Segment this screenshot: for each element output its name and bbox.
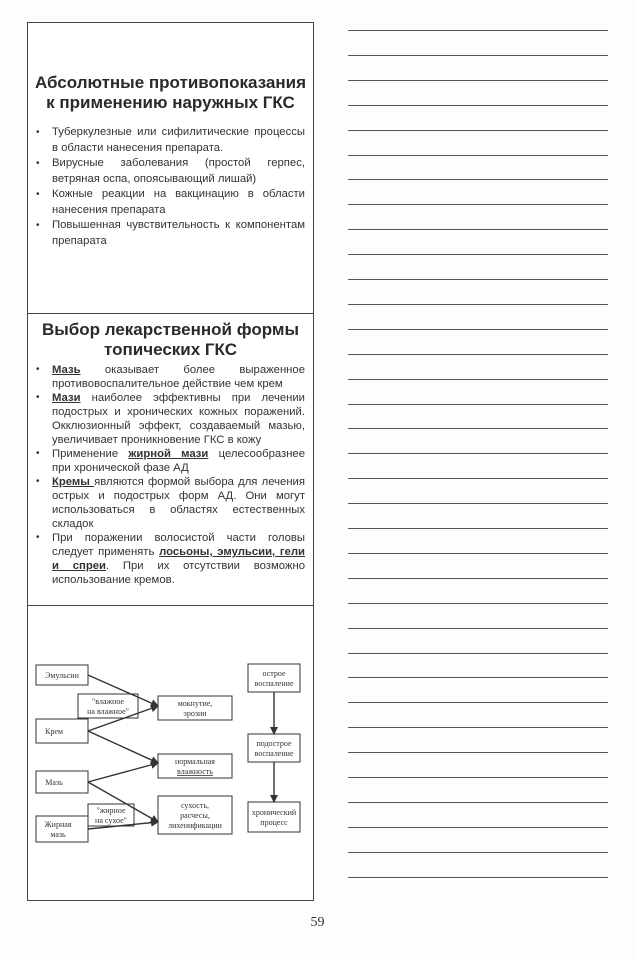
note-line <box>348 727 608 728</box>
note-line <box>348 528 608 529</box>
note-line <box>348 802 608 803</box>
note-line <box>348 653 608 654</box>
item-text: целесообразнее при хронической фазе АД <box>52 448 305 474</box>
note-line <box>348 827 608 828</box>
skin-label-dry: лихенификации <box>168 821 222 830</box>
notes-area <box>348 30 608 902</box>
rule-label-fat: "жирное <box>96 806 126 815</box>
list-item: • Кожные реакции на вакцинацию в области нанесения препарата <box>52 187 305 218</box>
slide-title <box>28 73 313 113</box>
form-label-emulsion: Эмульсии <box>45 671 79 680</box>
slide-contraindications <box>27 22 314 314</box>
title-line: к применению наружных ГКС <box>46 93 295 112</box>
note-line <box>348 279 608 280</box>
note-line <box>348 503 608 504</box>
form-label-fatty: мазь <box>50 830 66 839</box>
list-item <box>52 363 305 391</box>
note-line <box>348 379 608 380</box>
stage-label-chronic: процесс <box>260 818 288 827</box>
note-line <box>348 603 608 604</box>
title-line: Выбор лекарственной формы <box>41 320 299 339</box>
arrow <box>88 731 158 763</box>
note-line <box>348 702 608 703</box>
list-item <box>52 447 305 475</box>
note-line <box>348 852 608 853</box>
note-line <box>348 80 608 81</box>
skin-label-dry: расчесы, <box>180 811 210 820</box>
note-line <box>348 578 608 579</box>
note-line <box>348 877 608 878</box>
rule-label-fat: на сухое" <box>95 816 127 825</box>
note-line <box>348 229 608 230</box>
note-line <box>348 254 608 255</box>
item-text: Применение <box>52 448 129 460</box>
list-item <box>52 475 305 531</box>
note-line <box>348 55 608 56</box>
item-text: наиболее эффективны при лечении подострых и хронических кожных поражений. Окклюзионный эффект, создаваемый мазью, увеличивает проникновение ГКС в кожу <box>52 392 305 446</box>
keyword: жирной мази <box>128 448 209 460</box>
list-item: • Повышенная чувствительность к компонентам препарата <box>52 218 305 249</box>
slide-title <box>28 320 313 360</box>
item-text: оказывает более выраженное противовоспалительное действие чем крем <box>52 364 305 390</box>
skin-label-dry: сухость, <box>180 801 210 810</box>
list-item <box>52 531 305 587</box>
note-line <box>348 179 608 180</box>
form-label-cream: Крем <box>45 727 63 736</box>
note-line <box>348 130 608 131</box>
skin-label-normal: влажность <box>177 767 213 776</box>
title-line: Абсолютные противопоказания <box>34 73 307 92</box>
stage-label-subacute: воспаление <box>254 749 294 758</box>
arrow <box>88 763 158 782</box>
skin-label-normal: нормальная <box>175 757 215 766</box>
skin-label-wet: эрозии <box>183 709 207 718</box>
note-line <box>348 155 608 156</box>
form-label-fatty: Жирная <box>44 820 72 829</box>
item-text: . При их отсутствии возможно использование кремов. <box>52 560 305 586</box>
note-line <box>348 204 608 205</box>
keyword: Мази <box>52 392 81 404</box>
title-line: топических ГКС <box>104 340 237 359</box>
keyword: Мазь <box>52 364 81 376</box>
stage-box-chronic <box>248 802 300 832</box>
note-line <box>348 304 608 305</box>
keyword: Кремы <box>52 476 95 488</box>
note-line <box>348 752 608 753</box>
form-label-ointment: Мазь <box>45 778 63 787</box>
bullet-list <box>28 125 313 249</box>
note-line <box>348 329 608 330</box>
list-item: • Вирусные заболевания (простой герпес, ветряная оспа, опоясывающий лишай) <box>52 156 305 187</box>
dosage-form-diagram <box>28 606 313 900</box>
slide-diagram <box>27 605 314 901</box>
list-item: • Туберкулезные или сифилитические процессы в области нанесения препарата. <box>52 125 305 156</box>
item-text: являются формой выбора для лечения острых и подострых форм АД. Они могут использоваться в областях естественных складок <box>52 476 305 530</box>
stage-label-acute: острое <box>262 669 286 678</box>
note-line <box>348 105 608 106</box>
rule-label-wet: на влажное" <box>87 707 129 716</box>
note-line <box>348 428 608 429</box>
note-line <box>348 404 608 405</box>
slide-dosage-form <box>27 313 314 606</box>
note-line <box>348 628 608 629</box>
note-line <box>348 478 608 479</box>
note-line <box>348 777 608 778</box>
rule-label-wet: "влажное <box>92 697 124 706</box>
stage-label-subacute: подострое <box>256 739 292 748</box>
list-item <box>52 391 305 447</box>
note-line <box>348 30 608 31</box>
page-number: 59 <box>310 915 325 930</box>
stage-label-chronic: хронический <box>251 808 297 817</box>
bullet-list <box>28 363 313 587</box>
keyword: лосьоны, эмульсии, гели и спреи <box>52 546 305 572</box>
note-line <box>348 354 608 355</box>
skin-label-wet: мокнутие, <box>177 699 213 708</box>
note-line <box>348 453 608 454</box>
note-line <box>348 553 608 554</box>
stage-label-acute: воспаление <box>254 679 294 688</box>
note-line <box>348 677 608 678</box>
item-text: При поражении волосистой части головы следует применять <box>52 532 305 558</box>
